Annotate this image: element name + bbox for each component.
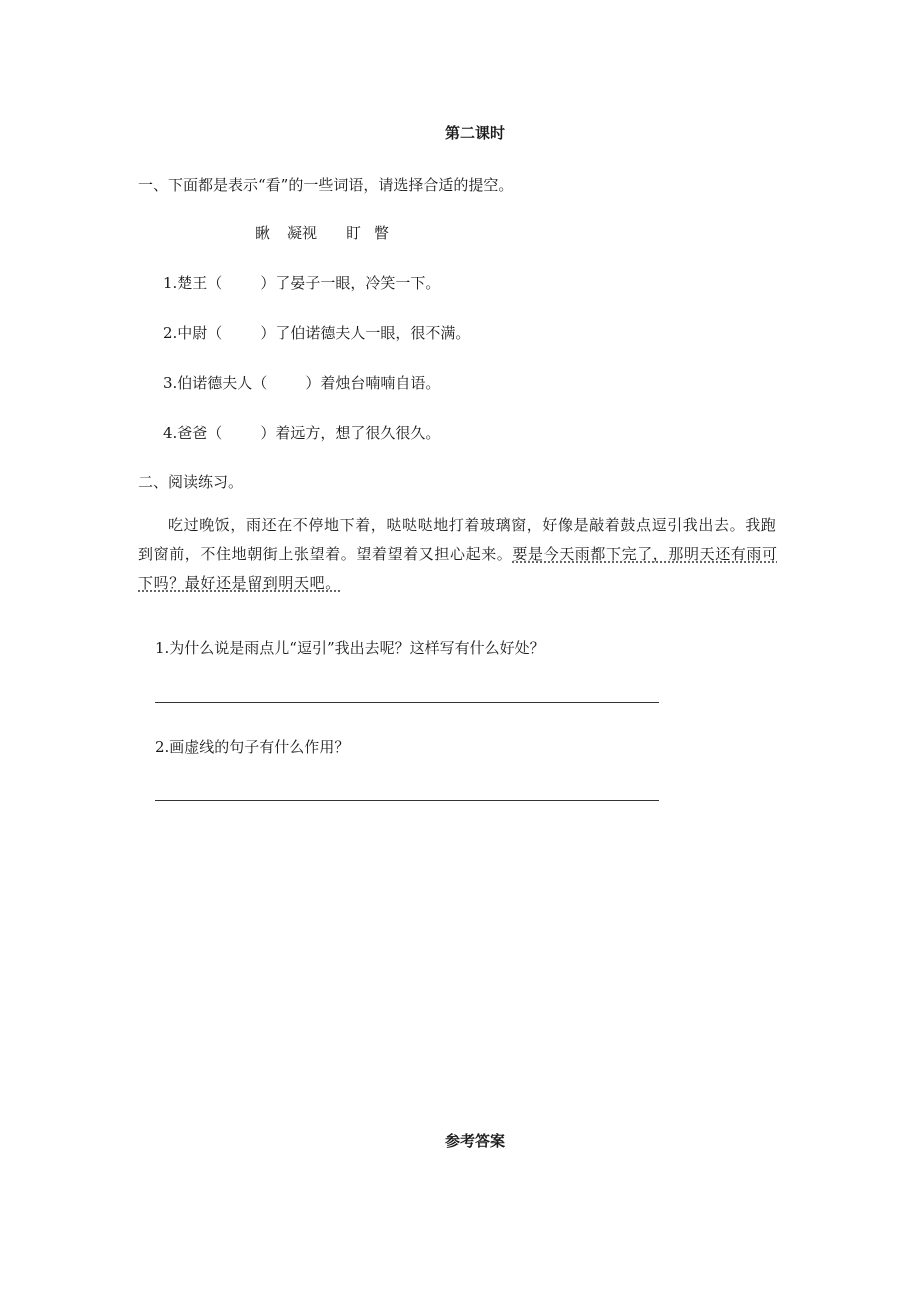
fill-blank-item xyxy=(163,322,470,343)
word-bank xyxy=(255,222,404,243)
answer-line-1[interactable] xyxy=(155,702,659,703)
section-2-heading: 二、阅读练习。 xyxy=(138,473,244,491)
item-prefix: 4.爸爸（ xyxy=(163,424,223,442)
item-prefix: 3.伯诺德夫人（ xyxy=(163,374,268,392)
passage-text: 吃过晚饭，雨还在不停地下着，哒哒哒地打着玻璃窗，好像是敲着鼓点逗引我出去。我跑到窗前，不住地朝街上张望着。望着望着又担心起来。 xyxy=(138,516,777,563)
item-prefix: 2.中尉（ xyxy=(163,324,223,342)
page-title: 第二课时 xyxy=(444,124,505,142)
reading-question-1: 1.为什么说是雨点儿“逗引”我出去呢？这样写有什么好处？ xyxy=(155,639,545,657)
item-suffix: ）着远方，想了很久很久。 xyxy=(260,424,441,442)
answer-key-title: 参考答案 xyxy=(444,1132,505,1150)
word-bank-item: 瞅 xyxy=(255,224,271,242)
item-suffix: ）了伯诺德夫人一眼，很不满。 xyxy=(260,324,471,342)
item-suffix: ）着烛台喃喃自语。 xyxy=(305,374,441,392)
fill-blank-item xyxy=(163,422,440,443)
dotted-underlined-sentence: 要是今天雨都下完了，那明天还有雨可下吗？最好还是留到明天吧。 xyxy=(138,545,778,592)
answer-line-2[interactable] xyxy=(155,800,659,801)
fill-blank-item xyxy=(163,272,440,293)
item-suffix: ）了晏子一眼，冷笑一下。 xyxy=(260,274,441,292)
item-prefix: 1.楚王（ xyxy=(163,274,223,292)
fill-blank-item xyxy=(163,372,440,393)
section-1-heading: 一、下面都是表示“看”的一些词语，请选择合适的提空。 xyxy=(138,176,514,194)
word-bank-item: 盯 xyxy=(346,224,362,242)
reading-question-2: 2.画虚线的句子有什么作用？ xyxy=(155,738,350,756)
word-bank-item: 凝视 xyxy=(287,224,318,242)
reading-passage xyxy=(138,511,788,598)
word-bank-item: 瞥 xyxy=(374,224,390,242)
